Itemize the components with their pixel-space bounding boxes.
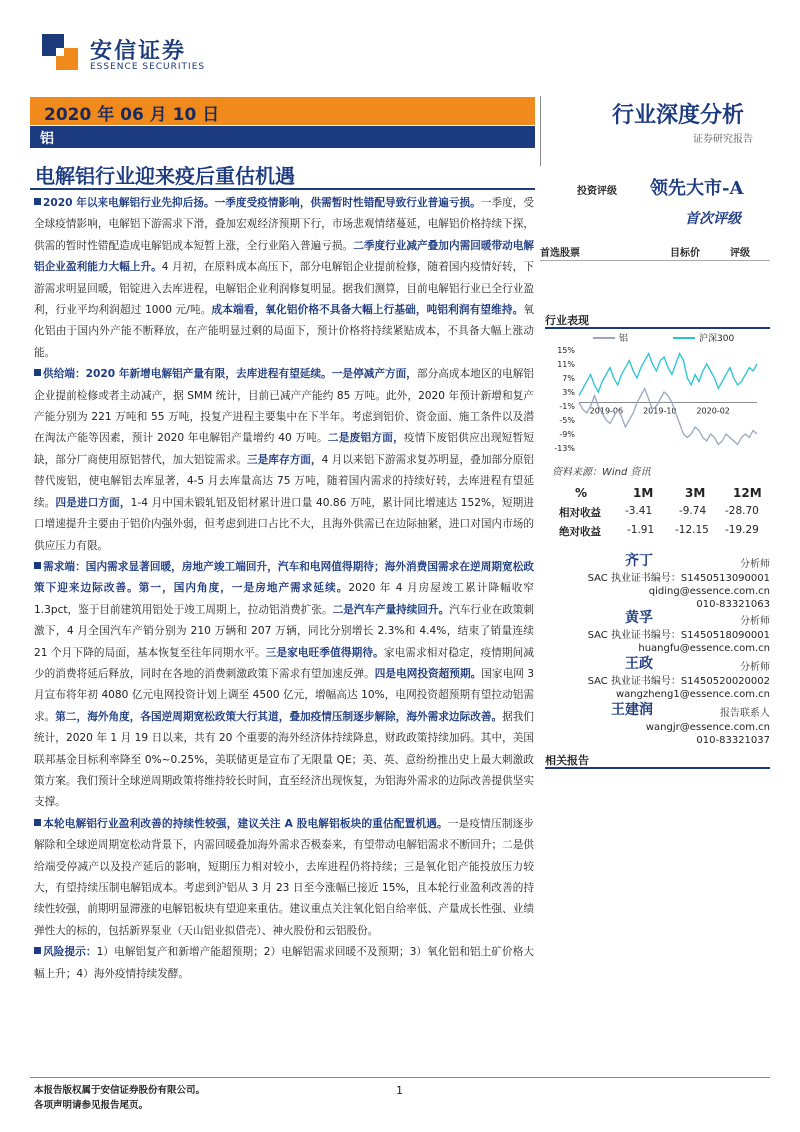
body-text: 2020 年 4 月房屋竣工累计降幅收窄 1.3pct，鉴于目前建筑用铝处于竣工周期上，拉动铝消费扩张。 — [34, 582, 534, 616]
emphasis-text: 二季度行业减产叠加内需回暖带动电解铝企业盈利能力大幅上升。 — [34, 239, 535, 274]
rating-value: 领先大市-A — [650, 178, 744, 199]
report-body — [34, 193, 534, 985]
x-tick-label: 2020-02 — [696, 406, 730, 416]
related-rule — [545, 767, 770, 769]
pick-rule — [540, 260, 770, 261]
analyst-cert: SAC 执业证书编号：S1450518090001 — [587, 630, 770, 641]
analyst-phone: 010-83321037 — [696, 735, 770, 746]
bullet-square-icon — [34, 819, 41, 826]
date-bar — [30, 97, 535, 125]
analyst-email: huangfu@essence.com.cn — [638, 643, 770, 654]
footer-disclaimer: 各项声明请参见报告尾页。 — [34, 1100, 149, 1111]
footer-rule — [30, 1077, 770, 1078]
analyst-email: wangzheng1@essence.com.cn — [615, 689, 770, 700]
body-text: 氧化铝由于国内外产能不断释放，在产能明显过剩的局面下，预计价格将持续紧贴成本，不具备大幅上涨动能。 — [34, 304, 534, 359]
body-paragraph — [34, 814, 534, 942]
analyst-card — [545, 555, 770, 611]
emphasis-text: 二是汽车产量持续回升。 — [332, 603, 450, 616]
series-line — [579, 354, 757, 396]
y-tick-label: 3% — [562, 388, 575, 397]
logo-cn: 安信证券 — [90, 39, 187, 64]
report-subtitle: 证券研究报告 — [693, 134, 753, 145]
y-tick-label: 15% — [557, 346, 575, 355]
body-text: 1-4 月中国未锻轧铝及铝材累计进口量 40.86 万吨，累计同比增速达 152%，短期进口增速提升主要由于铝价内强外弱，但考虑到进口占比不大，且海外供需已在边际抽紧，进口对国内市场的供应压力有限。 — [34, 496, 535, 552]
emphasis-text: 需求端：国内需求显著回暖，房地产竣工端回升，汽车和电网值得期待；海外消费国需求在逆周期宽松政策下迎来边际改善。第一，国内角度，一是房地产需求延续。 — [34, 560, 534, 595]
perf-cell: -1.91 — [627, 524, 655, 536]
body-text: 国家电网 3 月宣布将年初 4080 亿元电网投资计划上调至 4500 亿元，增幅高达 10%，电网投资超预期有望拉动铝需求。 — [34, 667, 535, 723]
page-title: 电解铝行业迎来疫后重估机遇 — [35, 164, 295, 188]
perf-row-absolute — [545, 524, 770, 543]
analyst-cert: SAC 执业证书编号：S1450520020002 — [587, 676, 770, 687]
title-rule — [30, 188, 535, 190]
analyst-role: 分析师 — [740, 616, 770, 627]
perf-cell: -9.74 — [679, 505, 707, 517]
analyst-card — [545, 612, 770, 656]
y-tick-label: -5% — [559, 416, 575, 425]
body-text: 疫情下废铝供应出现短暂短缺，部分厂商使用原铝替代，加大铝锭需求。 — [34, 432, 534, 466]
sector-bar — [30, 126, 535, 148]
pick-col-target: 目标价 — [670, 248, 700, 259]
chart-source: 资料来源：Wind 资讯 — [552, 467, 651, 478]
body-paragraph — [34, 193, 534, 364]
x-tick-label: 2019-10 — [643, 406, 677, 416]
emphasis-text: 第二，海外角度，各国逆周期宽松政策大行其道，叠加疫情压制逐步解除，海外需求边际改善。 — [55, 710, 503, 723]
analyst-phone: 010-83321063 — [696, 599, 770, 610]
body-text: 汽车行业在政策刺激下，4 月全国汽车产销分别为 210 万辆和 207 万辆，同比分别增长 2.3%和 4.4%，结束了销量连续 21 个月下降的局面，基本恢复至往年同期水平。 — [34, 603, 534, 659]
body-text: 1）电解铝复产和新增产能超预期；2）电解铝需求回暖不及预期；3）氧化铝和铝土矿价格大幅上升；4）海外疫情持续发酵。 — [34, 946, 535, 980]
perf-row-label: 相对收益 — [559, 507, 601, 519]
analyst-role: 报告联系人 — [720, 708, 770, 719]
perf-row-label: 绝对收益 — [559, 526, 601, 538]
body-text: 据我们统计，2020 年 1 月 19 日以来，共有 20 个重要的海外经济体持续降息，财政政策持续加码。其中，美国联邦基金目标利率降至 0%~0.25%，美联储更是宣布了无限量 QE；美、英、意纷纷推出史上最大刺激政策方案。我们预计全球逆周期政策将维持较长时间，直至经济出现恢复，为铝海外需求的边际改善提供坚实支撑。 — [34, 710, 535, 809]
y-tick-label: -13% — [554, 444, 575, 453]
y-tick-label: 7% — [562, 374, 575, 383]
analyst-role: 分析师 — [740, 662, 770, 673]
perf-col-header: % — [575, 486, 588, 500]
series-line — [579, 389, 757, 445]
body-text: 4 月以来铝下游需求复苏明显，叠加部分原铝替代废铝，使电解铝去库显著，4-5 月去库量高达 75 万吨，随着国内需求的持续好转，去库进程有望延续。 — [34, 453, 535, 509]
emphasis-text: 2020 年以来电解铝行业先抑后扬。一季度受疫情影响，供需暂时性错配导致行业普遍亏损。 — [43, 197, 481, 209]
perf-col-header: 3M — [685, 486, 706, 500]
perf-col-header: 12M — [733, 486, 762, 500]
header-divider — [540, 96, 541, 166]
emphasis-text: 供给端：2020 年新增电解铝产量有限，去库进程有望延续。一是停减产方面， — [43, 368, 417, 381]
emphasis-text: 三是家电旺季值得期待。 — [265, 646, 384, 659]
perf-cell: -12.15 — [675, 524, 709, 536]
sector-name: 铝 — [40, 131, 54, 147]
report-date: 2020 年 06 月 10 日 — [44, 105, 220, 125]
analyst-role: 分析师 — [740, 559, 770, 570]
bullet-square-icon — [34, 198, 41, 205]
perf-header-row — [545, 486, 770, 505]
y-tick-label: -9% — [559, 430, 575, 439]
perf-cell: -19.29 — [725, 524, 759, 536]
emphasis-text: 四是进口方面， — [55, 496, 131, 509]
analyst-email: wangjr@essence.com.cn — [645, 722, 770, 733]
perf-cell: -28.70 — [725, 505, 759, 517]
perf-row-relative — [545, 505, 770, 524]
emphasis-text: 三是库存方面， — [247, 453, 322, 466]
pick-col-stock: 首选股票 — [540, 248, 580, 259]
bullet-square-icon — [34, 947, 41, 954]
body-text: 一是疫情压制逐步解除和全球逆周期宽松动背景下，内需回暖叠加海外需求否极泰来，有望带动电解铝需求不断回升；二是供给端受停减产以及投产延后的影响，短期压力相对较小，去库进程仍将持续；三是氧化铝产能投放压力较大，有望持续压制电解铝成本。考虑到沪铝从 3 月 23 日至今涨幅已接近 15%，且本轮行业盈利改善的持续性较强，前期明显滞涨的电解铝板块有望迎来重估。建议重点关注氧化铝自给率低、产量成长性强、业绩弹性大的标的，包括新界泵业（天山铝业拟借壳）、神火股份和云铝股份。 — [34, 817, 535, 937]
legend-label: 沪深300 — [699, 334, 735, 344]
body-text: 一季度，受全球疫情影响，电解铝下游需求下滑，叠加宏观经济预期下行，市场悲观情绪蔓延，电解铝价格持续下探，供需的暂时性错配造成电解铝成本短暂上涨，全行业陷入普遍亏损。 — [34, 197, 535, 252]
emphasis-text: 四是电网投资超预期。 — [374, 667, 482, 680]
rating-first: 首次评级 — [685, 211, 741, 227]
analyst-email: qiding@essence.com.cn — [648, 586, 770, 597]
report-type: 行业深度分析 — [612, 102, 745, 128]
related-reports-title: 相关报告 — [545, 754, 589, 767]
perf-cell: -3.41 — [625, 505, 653, 517]
perf-col-header: 1M — [633, 486, 654, 500]
logo-mark-icon — [40, 32, 80, 72]
emphasis-text: 成本端看，氧化铝价格不具备大幅上行基础，吨铝利润有望维持。 — [211, 304, 524, 317]
y-tick-label: 11% — [557, 360, 575, 369]
perf-title: 行业表现 — [545, 314, 589, 327]
emphasis-text: 本轮电解铝行业盈利改善的持续性较强，建议关注 A 股电解铝板块的重估配置机遇。 — [43, 817, 448, 830]
analyst-cert: SAC 执业证书编号：S1450513090001 — [587, 573, 770, 584]
analyst-name: 王建润 — [611, 702, 653, 718]
x-tick-label: 2019-06 — [589, 406, 624, 416]
rating-label: 投资评级 — [577, 186, 617, 197]
emphasis-text: 风险提示： — [43, 946, 97, 959]
company-logo — [40, 32, 250, 80]
perf-rule — [545, 327, 770, 329]
body-text: 4 月初，在原料成本高压下，部分电解铝企业提前检修，随着国内疫情好转，下游需求明显回暖，铝锭进入去库进程，电解铝企业利润修复明显。据我们测算，目前电解铝行业已全行业盈利，行业平均利润超过 1000 元/吨。 — [34, 261, 534, 317]
industry-performance-chart — [545, 330, 765, 460]
analyst-name: 黄孚 — [625, 610, 653, 626]
bullet-square-icon — [34, 369, 41, 376]
bullet-square-icon — [34, 562, 41, 569]
page-number: 1 — [396, 1084, 403, 1097]
body-paragraph — [34, 364, 534, 557]
analyst-name: 齐丁 — [625, 553, 653, 569]
analyst-card — [545, 704, 770, 748]
pick-col-rating: 评级 — [730, 248, 750, 259]
logo-en: ESSENCE SECURITIES — [90, 62, 206, 72]
body-paragraph — [34, 557, 534, 814]
emphasis-text: 二是废铝方面， — [327, 432, 404, 445]
legend-label: 铝 — [619, 334, 629, 344]
body-text: 家电需求相对稳定，疫情期间减少的消费将延后释放，同时在各地的消费刺激政策下需求有望加速反弹。 — [34, 646, 534, 680]
y-tick-label: -1% — [559, 402, 575, 411]
body-text: 部分高成本地区的电解铝企业提前检修或者主动减产，据 SMM 统计，目前已减产产能约 85 万吨。此外，2020 年预计新增和复产产能分别为 221 万吨和 55 万吨，投复产进程主要集中在下半年。考虑到铝价、资金面、施工条件以及潜在淘汰产能等因素，预计 2020 年电解铝产量增约 40 万吨。 — [34, 368, 535, 445]
performance-table — [545, 486, 770, 543]
analyst-card — [545, 658, 770, 702]
body-paragraph — [34, 942, 534, 985]
footer-copyright: 本报告版权属于安信证券股份有限公司。 — [34, 1085, 206, 1096]
analyst-name: 王政 — [625, 656, 653, 672]
